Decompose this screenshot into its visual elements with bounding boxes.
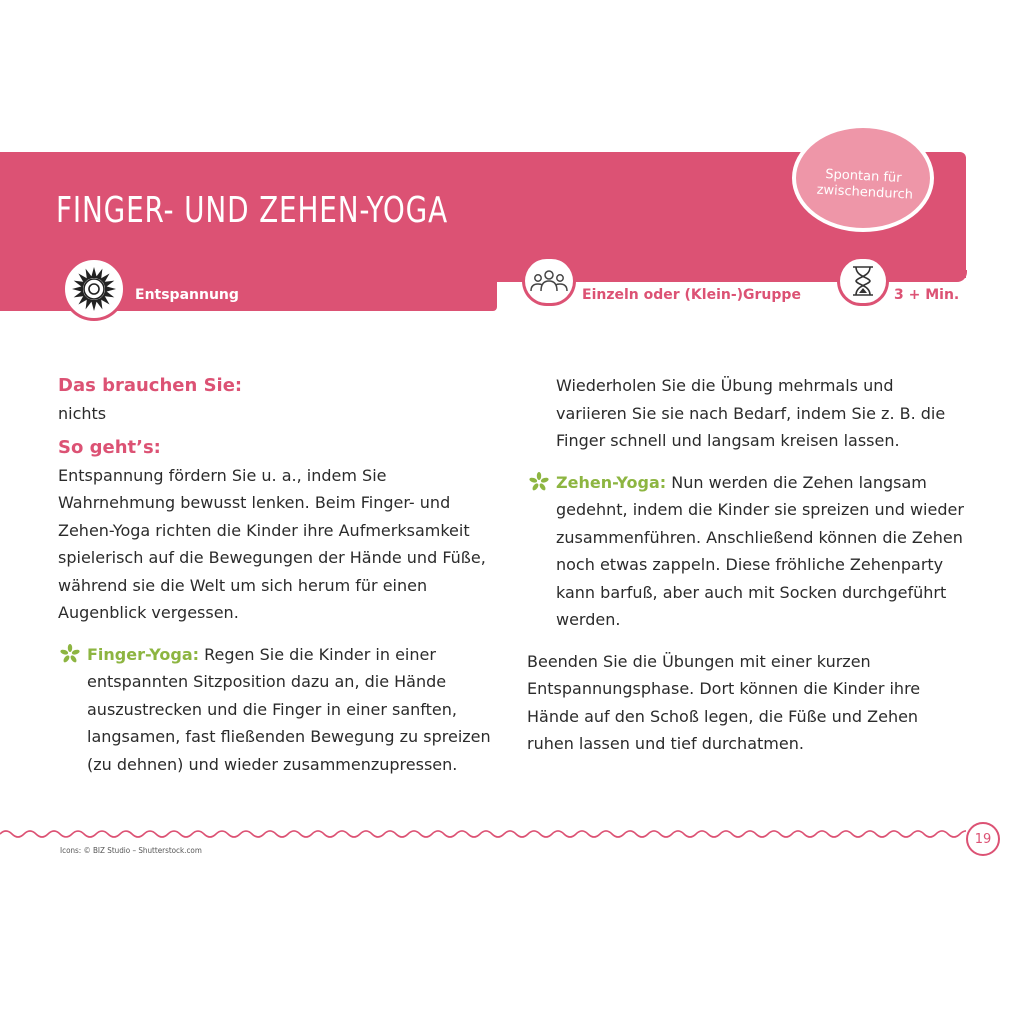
flower-bullet-icon xyxy=(529,472,549,492)
finger-yoga-label: Finger-Yoga: xyxy=(87,644,200,664)
duration-label: 3 + Min. xyxy=(894,287,960,303)
page-title: FINGER- UND ZEHEN-YOGA xyxy=(56,190,448,231)
intro-text: Entspannung fördern Sie u. a., indem Sie Wahrnehmung bewusst lenken. Beim Finger- und Zehen-Yoga richten die Kinder ihre Aufmerksamkeit spielerisch auf die Bewegungen der Hände und Füße, während sie die Welt um sich herum für einen Augenblick vergessen. xyxy=(58,465,486,622)
needs-heading: Das brauchen Sie: xyxy=(58,375,243,396)
hourglass-icon xyxy=(837,256,889,306)
spontan-badge xyxy=(792,124,934,232)
group-label: Einzeln oder (Klein-)Gruppe xyxy=(582,287,801,303)
group-icon xyxy=(522,256,576,306)
left-column xyxy=(58,372,503,778)
finger-yoga-text: Regen Sie die Kinder in einer entspannten Sitzposition dazu an, die Hände auszustrecken und die Finger in einer sanften, langsamen, fast fließenden Bewegung zu spreizen (zu dehnen) und wieder zusammenzupressen. xyxy=(87,644,491,774)
badge-text: Spontan für zwischendurch xyxy=(816,167,914,203)
needs-text: nichts xyxy=(58,404,107,423)
right-column xyxy=(527,372,967,758)
how-heading: So geht’s: xyxy=(58,436,161,458)
zehen-yoga-item xyxy=(556,469,967,634)
finger-yoga-item xyxy=(87,641,497,779)
mandala-icon xyxy=(62,257,126,321)
icon-credit: Icons: © BIZ Studio – Shutterstock.com xyxy=(60,846,202,855)
end-text: Beenden Sie die Übungen mit einer kurzen Entspannungsphase. Dort können die Kinder ihre Hände auf den Schoß legen, die Füße und Zehen ruhen lassen und tief durchatmen. xyxy=(527,651,921,753)
zehen-yoga-label: Zehen-Yoga: xyxy=(556,472,667,492)
page-number: 19 xyxy=(966,822,1000,856)
repeat-text: Wiederholen Sie die Übung mehrmals und variieren Sie sie nach Bedarf, indem Sie z. B. die Finger schnell und langsam kreisen lassen. xyxy=(556,376,946,450)
footer-wave-divider xyxy=(0,826,966,842)
flower-bullet-icon xyxy=(60,644,80,664)
zehen-yoga-text: Nun werden die Zehen langsam gedehnt, indem die Kinder sie spreizen und wieder zusammenführen. Anschließend können die Zehen noch etwas zappeln. Diese fröhliche Zehenparty kann barfuß, aber auch mit Socken durchgeführt werden. xyxy=(556,472,964,629)
category-label: Entspannung xyxy=(135,287,239,303)
